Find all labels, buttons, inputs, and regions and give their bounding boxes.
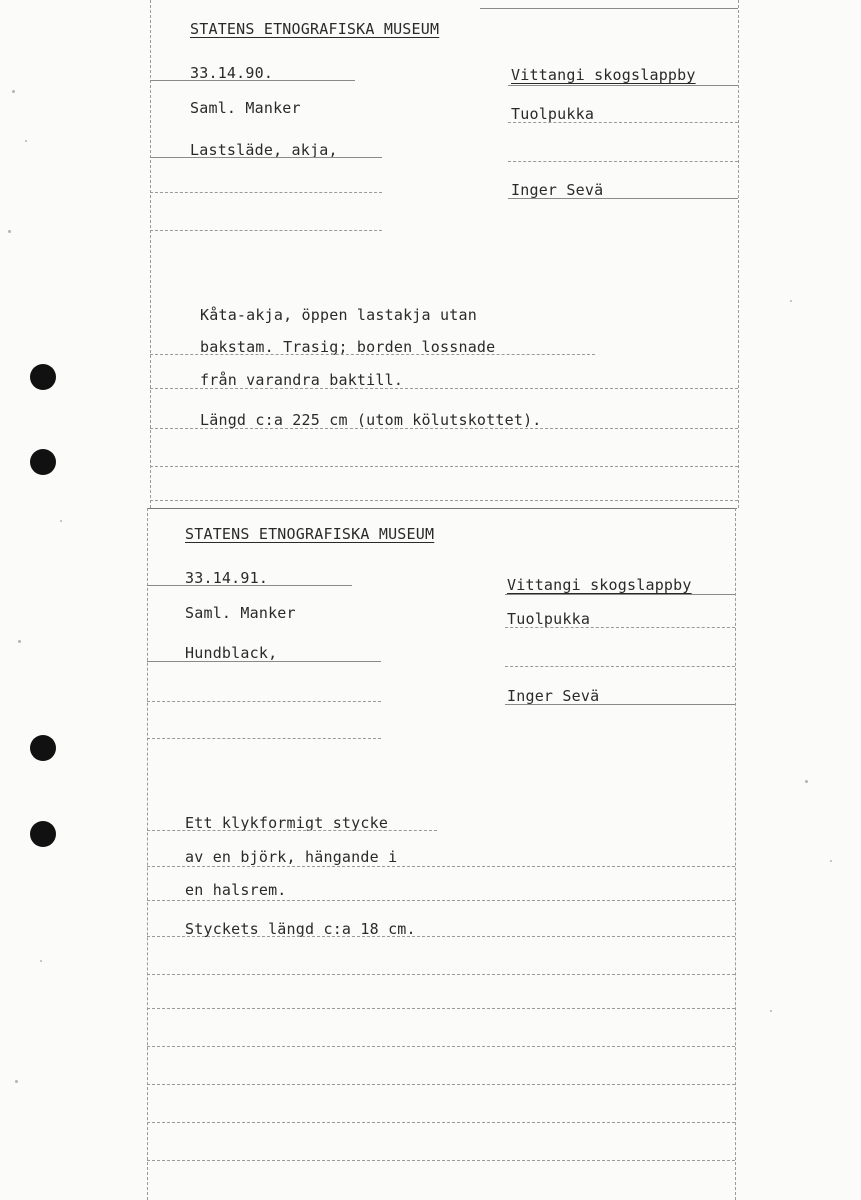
rule xyxy=(505,627,735,628)
catalog-number: 33.14.90. xyxy=(190,64,274,82)
district-name: Vittangi skogslappby xyxy=(511,66,696,84)
description-line-4: Längd c:a 225 cm (utom kölutskottet). xyxy=(200,411,542,429)
rule xyxy=(147,974,735,975)
description-line-2: bakstam. Trasig; borden lossnade xyxy=(200,338,496,356)
scan-noise xyxy=(805,780,808,783)
description-line-1: Kåta-akja, öppen lastakja utan xyxy=(200,306,477,324)
scan-noise xyxy=(60,520,62,522)
district-name: Vittangi skogslappby xyxy=(507,576,692,594)
rule xyxy=(508,198,738,199)
museum-heading: STATENS ETNOGRAFISKA MUSEUM xyxy=(190,20,440,38)
collection-name: Saml. Manker xyxy=(190,99,301,117)
scan-noise xyxy=(770,1010,772,1012)
card-right-margin xyxy=(738,0,739,508)
rule xyxy=(150,388,738,389)
rule xyxy=(505,704,735,705)
punch-hole-4 xyxy=(30,821,56,847)
punch-hole-3 xyxy=(30,735,56,761)
scan-noise xyxy=(15,1080,18,1083)
rule xyxy=(147,661,381,662)
description-line-4: Styckets längd c:a 18 cm. xyxy=(185,920,416,938)
catalog-number: 33.14.91. xyxy=(185,569,269,587)
object-name: Hundblack, xyxy=(185,644,278,662)
rule xyxy=(147,1046,735,1047)
card-top-border xyxy=(147,508,737,509)
rule xyxy=(147,936,735,937)
rule xyxy=(505,666,735,667)
rule xyxy=(150,428,738,429)
collection-name: Saml. Manker xyxy=(185,604,296,622)
rule xyxy=(147,585,352,586)
catalog-card-1 xyxy=(150,0,740,508)
rule xyxy=(147,701,381,702)
scan-noise xyxy=(18,640,21,643)
rule xyxy=(150,80,355,81)
card-top-rule xyxy=(480,8,738,9)
rule xyxy=(505,594,735,595)
rule xyxy=(147,866,735,867)
description-line-3: en halsrem. xyxy=(185,881,287,899)
rule xyxy=(147,1084,735,1085)
rule xyxy=(150,192,382,193)
rule xyxy=(508,122,738,123)
rule xyxy=(147,900,735,901)
description-line-1: Ett klykformigt stycke xyxy=(185,814,389,832)
rule xyxy=(147,1160,735,1161)
catalog-card-2 xyxy=(147,508,737,1200)
rule xyxy=(150,354,595,355)
person-name: Inger Sevä xyxy=(507,687,600,705)
scan-noise xyxy=(790,300,792,302)
rule xyxy=(508,85,738,86)
scan-noise xyxy=(830,860,832,862)
scan-noise xyxy=(12,90,15,93)
rule xyxy=(150,500,738,501)
place-name: Tuolpukka xyxy=(507,610,591,628)
punch-hole-1 xyxy=(30,364,56,390)
rule xyxy=(150,230,382,231)
scan-noise xyxy=(8,230,11,233)
rule xyxy=(147,1122,735,1123)
description-line-2: av en björk, hängande i xyxy=(185,848,398,866)
museum-heading: STATENS ETNOGRAFISKA MUSEUM xyxy=(185,525,435,543)
description-line-3: från varandra baktill. xyxy=(200,371,404,389)
scan-noise xyxy=(40,960,42,962)
object-name: Lastsläde, akja, xyxy=(190,141,338,159)
rule xyxy=(150,466,738,467)
rule xyxy=(147,738,381,739)
card-left-margin xyxy=(147,508,148,1200)
scan-noise xyxy=(25,140,27,142)
person-name: Inger Sevä xyxy=(511,181,604,199)
rule xyxy=(508,161,738,162)
card-right-margin xyxy=(735,508,736,1200)
punch-hole-2 xyxy=(30,449,56,475)
rule xyxy=(150,157,382,158)
rule xyxy=(147,830,437,831)
rule xyxy=(147,1008,735,1009)
card-left-margin xyxy=(150,0,151,508)
place-name: Tuolpukka xyxy=(511,105,595,123)
